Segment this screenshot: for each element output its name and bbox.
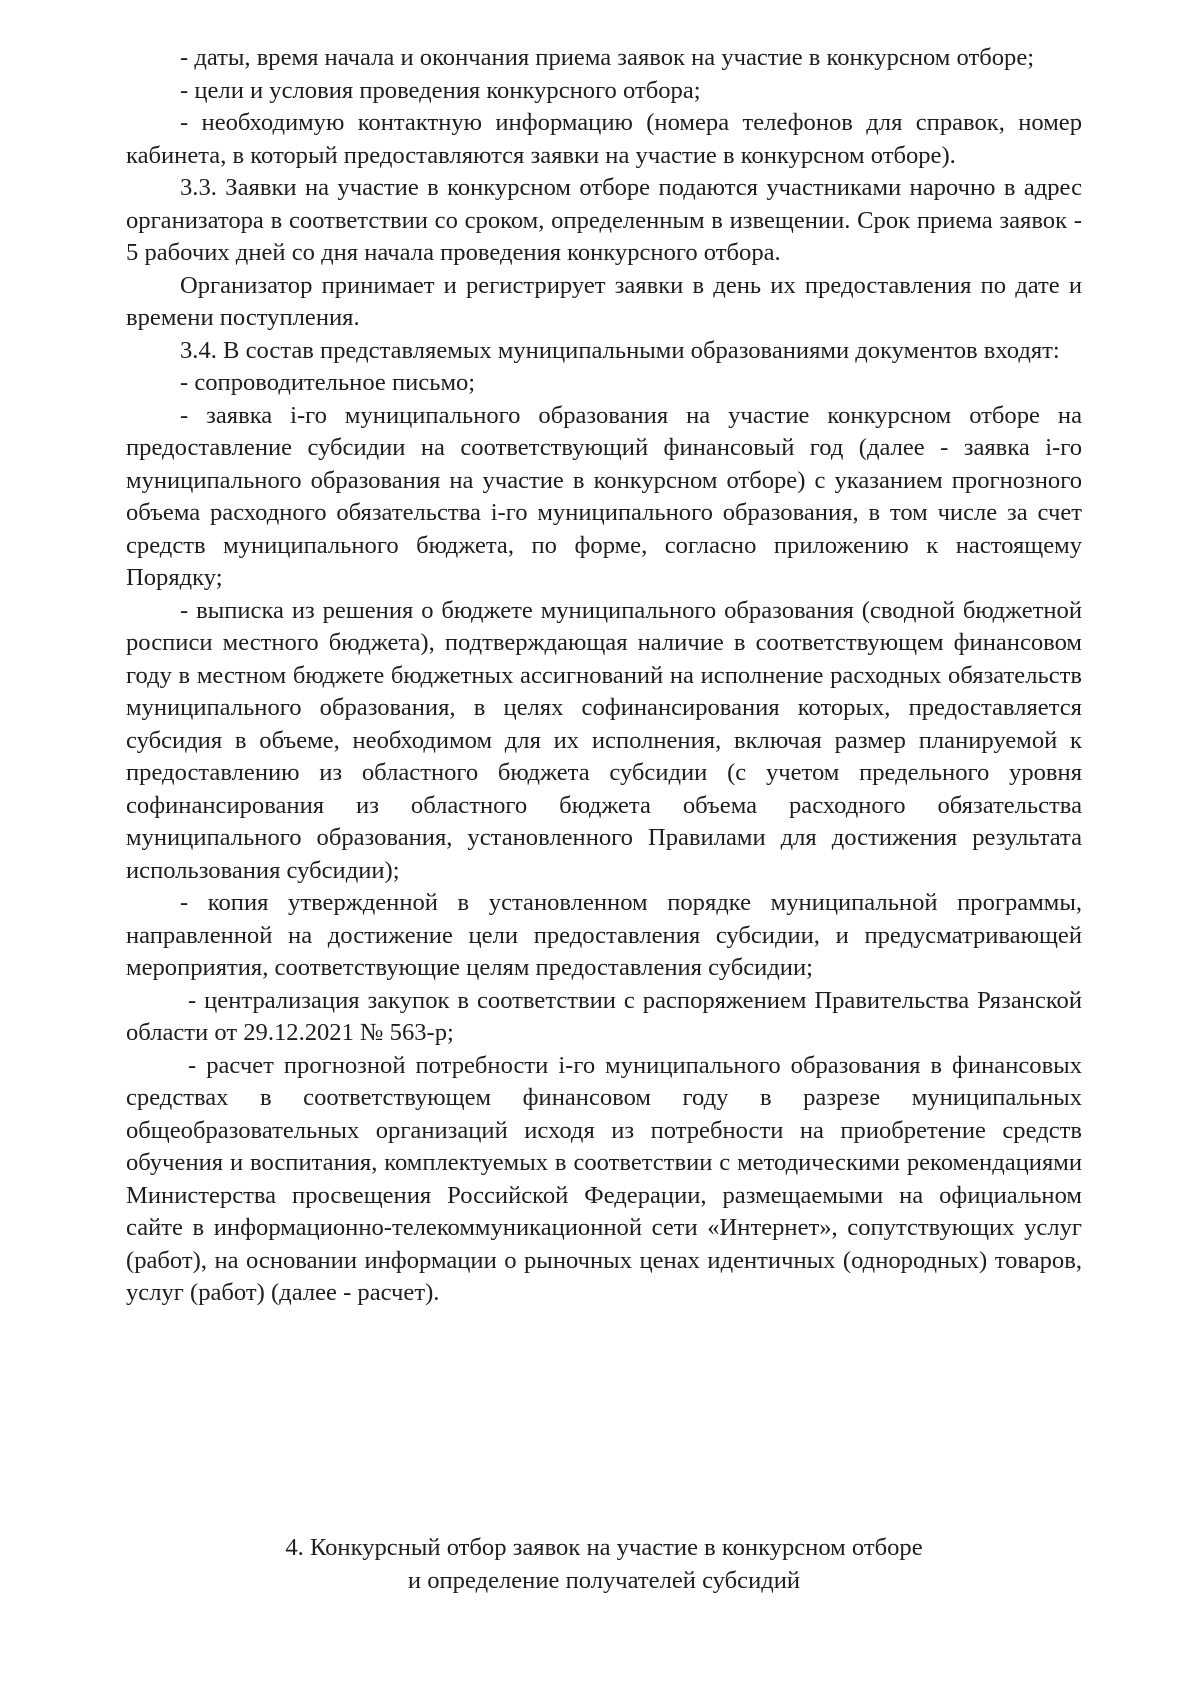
paragraph-contacts: - необходимую контактную информацию (номера телефонов для справок, номер кабинета, в который предоставляются заявки на участие в конкурсном отборе). xyxy=(126,109,1082,169)
paragraph-budget-extract: - выписка из решения о бюджете муниципального образования (сводной бюджетной росписи местного бюджета), подтверждающая наличие в соответствующем финансовом году в местном бюджете бюджетных ассигнований на исполнение расходных обязательств муниципального образования, в целях софинансирования которых, предоставляется субсидия в объеме, необходимом для их исполнения, включая размер планируемой к предоставлению из областного бюджета субсидии (с учетом предельного уровня софинансирования из областного бюджета объема расходного обязательства муниципального образования, установленного Правилами для достижения результата использования субсидии); xyxy=(126,596,1082,884)
paragraph-application: - заявка i-го муниципального образования на участие конкурсном отборе на предоставление субсидии на соответствующий финансовый год (далее - заявка i-го муниципального образования на участие в конкурсном отборе) с указанием прогнозного объема расходного обязательства i-го муниципального образования, в том числе за счет средств муниципального бюджета, по форме, согласно приложению к настоящему Порядку; xyxy=(126,401,1082,591)
paragraph-program-copy: - копия утвержденной в установленном порядке муниципальной программы, направленной на достижение цели предоставления субсидии, и предусматривающей мероприятия, соответствующие целям предоставления субсидии; xyxy=(126,889,1082,981)
section-heading-line2: и определение получателей субсидий xyxy=(407,1566,801,1594)
document-body xyxy=(126,42,1082,1310)
section-heading-line1: 4. Конкурсный отбор заявок на участие в конкурсном отборе xyxy=(285,1534,923,1561)
paragraph-dates: - даты, время начала и окончания приема заявок на участие в конкурсном отборе; xyxy=(180,44,1035,71)
section-heading xyxy=(126,1532,1082,1597)
paragraph-goals: - цели и условия проведения конкурсного отбора; xyxy=(180,76,701,104)
paragraph-3-4: 3.4. В состав представляемых муниципальными образованиями документов входят: xyxy=(180,336,1060,364)
paragraph-procurement: - централизация закупок в соответствии с распоряжением Правительства Рязанской области от 29.12.2021 № 563-р; xyxy=(126,986,1082,1046)
paragraph-registration: Организатор принимает и регистрирует заявки в день их предоставления по дате и времени поступления. xyxy=(126,271,1082,331)
paragraph-3-3: 3.3. Заявки на участие в конкурсном отборе подаются участниками нарочно в адрес организатора в соответствии со сроком, определенным в извещении. Срок приема заявок - 5 рабочих дней со дня начала проведения конкурсного отбора. xyxy=(126,174,1082,266)
paragraph-calculation: - расчет прогнозной потребности i-го муниципального образования в финансовых средствах в соответствующем финансовом году в разрезе муниципальных общеобразовательных организаций исходя из потребности на приобретение средств обучения и воспитания, комплектуемых в соответствии с методическими рекомендациями Министерства просвещения Российской Федерации, размещаемыми на официальном сайте в информационно-телекоммуникационной сети «Интернет», сопутствующих услуг (работ), на основании информации о рыночных ценах идентичных (однородных) товаров, услуг (работ) (далее - расчет). xyxy=(126,1051,1082,1306)
paragraph-cover-letter: - сопроводительное письмо; xyxy=(180,369,476,396)
